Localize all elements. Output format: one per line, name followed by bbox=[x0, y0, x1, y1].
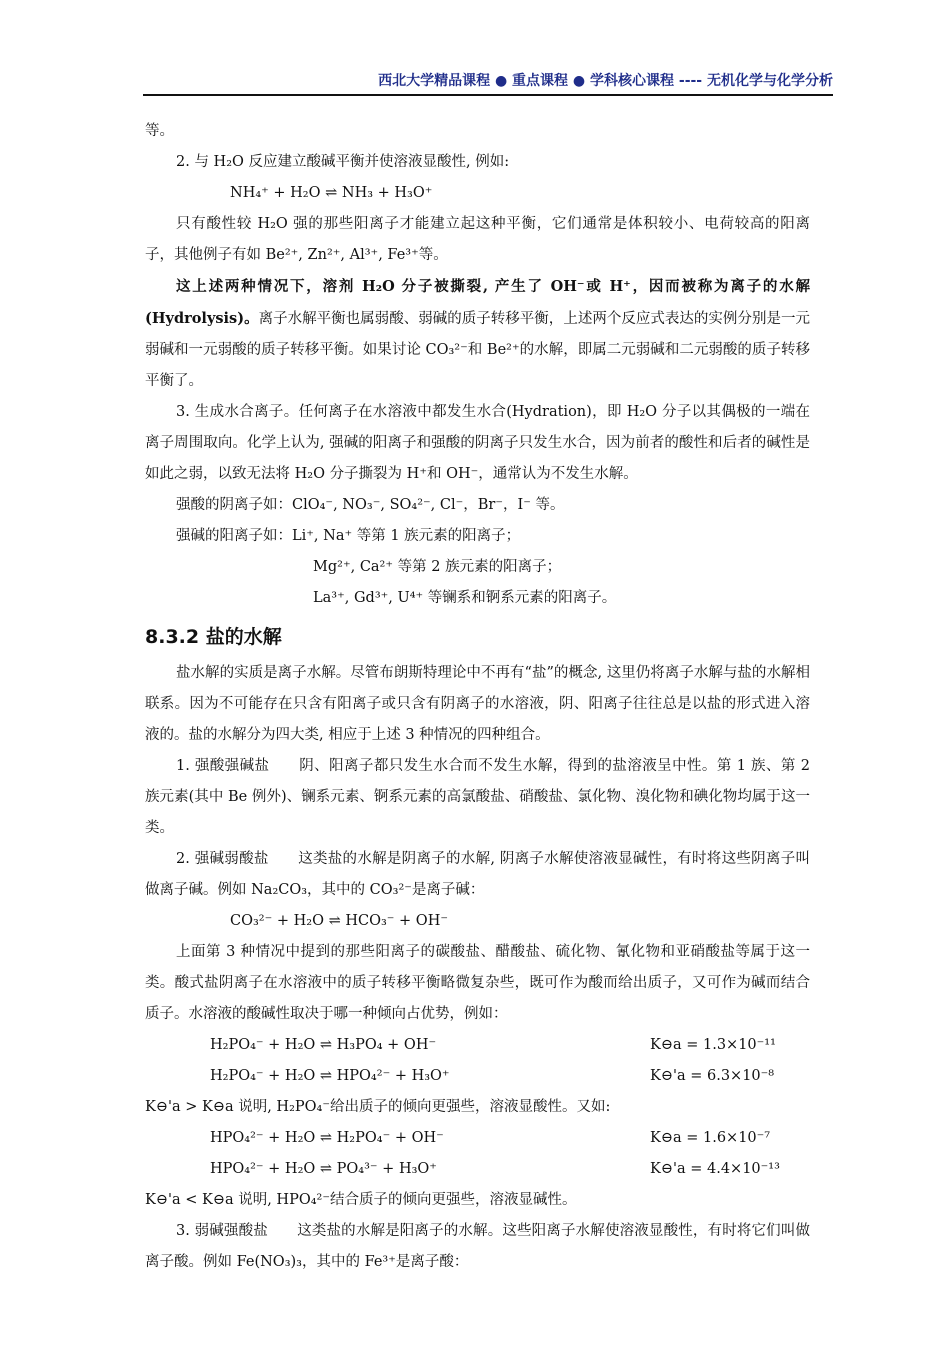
page-body bbox=[145, 116, 810, 1278]
equilibrium-row bbox=[145, 1061, 810, 1092]
equation-carbonate-hydrolysis: CO₃²⁻ + H₂O ⇌ HCO₃⁻ + OH⁻ bbox=[230, 913, 448, 929]
paragraph-type-2: 2. 强碱弱酸盐 这类盐的水解是阴离子的水解, 阴离子水解使溶液显碱性，有时将这些阴离子叫做离子碱。例如 Na₂CO₃，其中的 CO₃²⁻是离子碱： bbox=[145, 851, 810, 898]
equation-nh4-hydrolysis: NH₄⁺ + H₂O ⇌ NH₃ + H₃O⁺ bbox=[230, 185, 433, 201]
equilibrium-constant: K⊖a = 1.6×10⁻⁷ bbox=[650, 1130, 771, 1146]
strong-acid-anions: 强酸的阴离子如：ClO₄⁻, NO₃⁻, SO₄²⁻, Cl⁻，Br⁻，I⁻ 等。 bbox=[176, 497, 565, 513]
paragraph-item-2-desc: 只有酸性较 H₂O 强的那些阳离子才能建立起这种平衡，它们通常是体积较小、电荷较高的阳离子，其他例子有如 Be²⁺, Zn²⁺, Al³⁺, Fe³⁺等。 bbox=[145, 216, 810, 263]
equilibrium-row bbox=[145, 1030, 810, 1061]
conclusion-hpo4: K⊖'a < K⊖a 说明, HPO₄²⁻结合质子的倾向更强些，溶液显碱性。 bbox=[145, 1192, 577, 1208]
equilibrium-row bbox=[145, 1154, 810, 1185]
conclusion-h2po4: K⊖'a > K⊖a 说明, H₂PO₄⁻给出质子的倾向更强些，溶液显酸性。又如: bbox=[145, 1099, 611, 1115]
equilibrium-constant: K⊖'a = 6.3×10⁻⁸ bbox=[650, 1068, 775, 1084]
hydrolysis-definition-bold: 这上述两种情况下，溶剂 H₂O 分子被撕裂, 产生了 OH⁻或 H⁺，因而被称为离子的水解(Hydrolysis)。 bbox=[145, 278, 810, 327]
paragraph-type-1: 1. 强酸强碱盐 阴、阳离子都只发生水合而不发生水解，得到的盐溶液呈中性。第 1 族、第 2 族元素(其中 Be 例外)、镧系元素、锕系元素的高氯酸盐、硝酸盐、氯化物、溴化物和碘化物均属于这一类。 bbox=[145, 758, 810, 836]
paragraph-type-2-more: 上面第 3 种情况中提到的那些阳离子的碳酸盐、醋酸盐、硫化物、氰化物和亚硝酸盐等属于这一类。酸式盐阴离子在水溶液中的质子转移平衡略微复杂些，既可作为酸而给出质子，又可作为碱而结合质子。水溶液的酸碱性取决于哪一种倾向占优势，例如： bbox=[145, 944, 810, 1022]
equilibrium-constant: K⊖a = 1.3×10⁻¹¹ bbox=[650, 1037, 776, 1053]
running-header: 西北大学精品课程 ● 重点课程 ● 学科核心课程 ---- 无机化学与化学分析 bbox=[378, 73, 833, 89]
paragraph-continuation: 等。 bbox=[145, 123, 174, 139]
strong-base-cations-lanthanides: La³⁺, Gd³⁺, U⁴⁺ 等镧系和锕系元素的阳离子。 bbox=[313, 590, 617, 606]
paragraph-type-3: 3. 弱碱强酸盐 这类盐的水解是阳离子的水解。这些阳离子水解使溶液显酸性，有时将它们叫做离子酸。例如 Fe(NO₃)₃，其中的 Fe³⁺是离子酸： bbox=[145, 1223, 810, 1270]
paragraph-item-2-intro: 2. 与 H₂O 反应建立酸碱平衡并使溶液显酸性, 例如: bbox=[176, 154, 510, 170]
header-rule bbox=[143, 94, 833, 96]
paragraph-salt-hydrolysis-intro: 盐水解的实质是离子水解。尽管布朗斯特理论中不再有“盐”的概念, 这里仍将离子水解与盐的水解相联系。因为不可能存在只含有阳离子或只含有阴离子的水溶液，阴、阳离子往往总是以盐的形式进入溶液的。盐的水解分为四大类, 相应于上述 3 种情况的四种组合。 bbox=[145, 665, 810, 743]
section-heading: 8.3.2 盐的水解 bbox=[145, 626, 282, 648]
equilibrium-equation: HPO₄²⁻ + H₂O ⇌ PO₄³⁻ + H₃O⁺ bbox=[210, 1161, 437, 1177]
equilibrium-row bbox=[145, 1123, 810, 1154]
strong-base-cations-group2: Mg²⁺, Ca²⁺ 等第 2 族元素的阳离子； bbox=[313, 559, 562, 575]
equilibrium-equation: H₂PO₄⁻ + H₂O ⇌ H₃PO₄ + OH⁻ bbox=[210, 1037, 437, 1053]
strong-base-cations-group1: 强碱的阳离子如：Li⁺, Na⁺ 等第 1 族元素的阳离子； bbox=[176, 528, 521, 544]
equilibrium-constant: K⊖'a = 4.4×10⁻¹³ bbox=[650, 1161, 780, 1177]
hydrolysis-definition-rest: 离子水解平衡也属弱酸、弱碱的质子转移平衡，上述两个反应式表达的实例分别是一元弱碱和一元弱酸的质子转移平衡。如果讨论 CO₃²⁻和 Be²⁺的水解，即属二元弱碱和二元弱酸的质子转移平衡了。 bbox=[145, 311, 810, 389]
paragraph-item-3-hydration: 3. 生成水合离子。任何离子在水溶液中都发生水合(Hydration)，即 H₂O 分子以其偶极的一端在离子周围取向。化学上认为, 强碱的阳离子和强酸的阴离子只发生水合，因为前者的酸性和后者的碱性是如此之弱，以致无法将 H₂O 分子撕裂为 H⁺和 OH⁻，通常认为不发生水解。 bbox=[145, 404, 810, 482]
equilibrium-equation: HPO₄²⁻ + H₂O ⇌ H₂PO₄⁻ + OH⁻ bbox=[210, 1130, 444, 1146]
paragraph-hydrolysis-definition bbox=[145, 271, 810, 397]
equilibrium-equation: H₂PO₄⁻ + H₂O ⇌ HPO₄²⁻ + H₃O⁺ bbox=[210, 1068, 450, 1084]
